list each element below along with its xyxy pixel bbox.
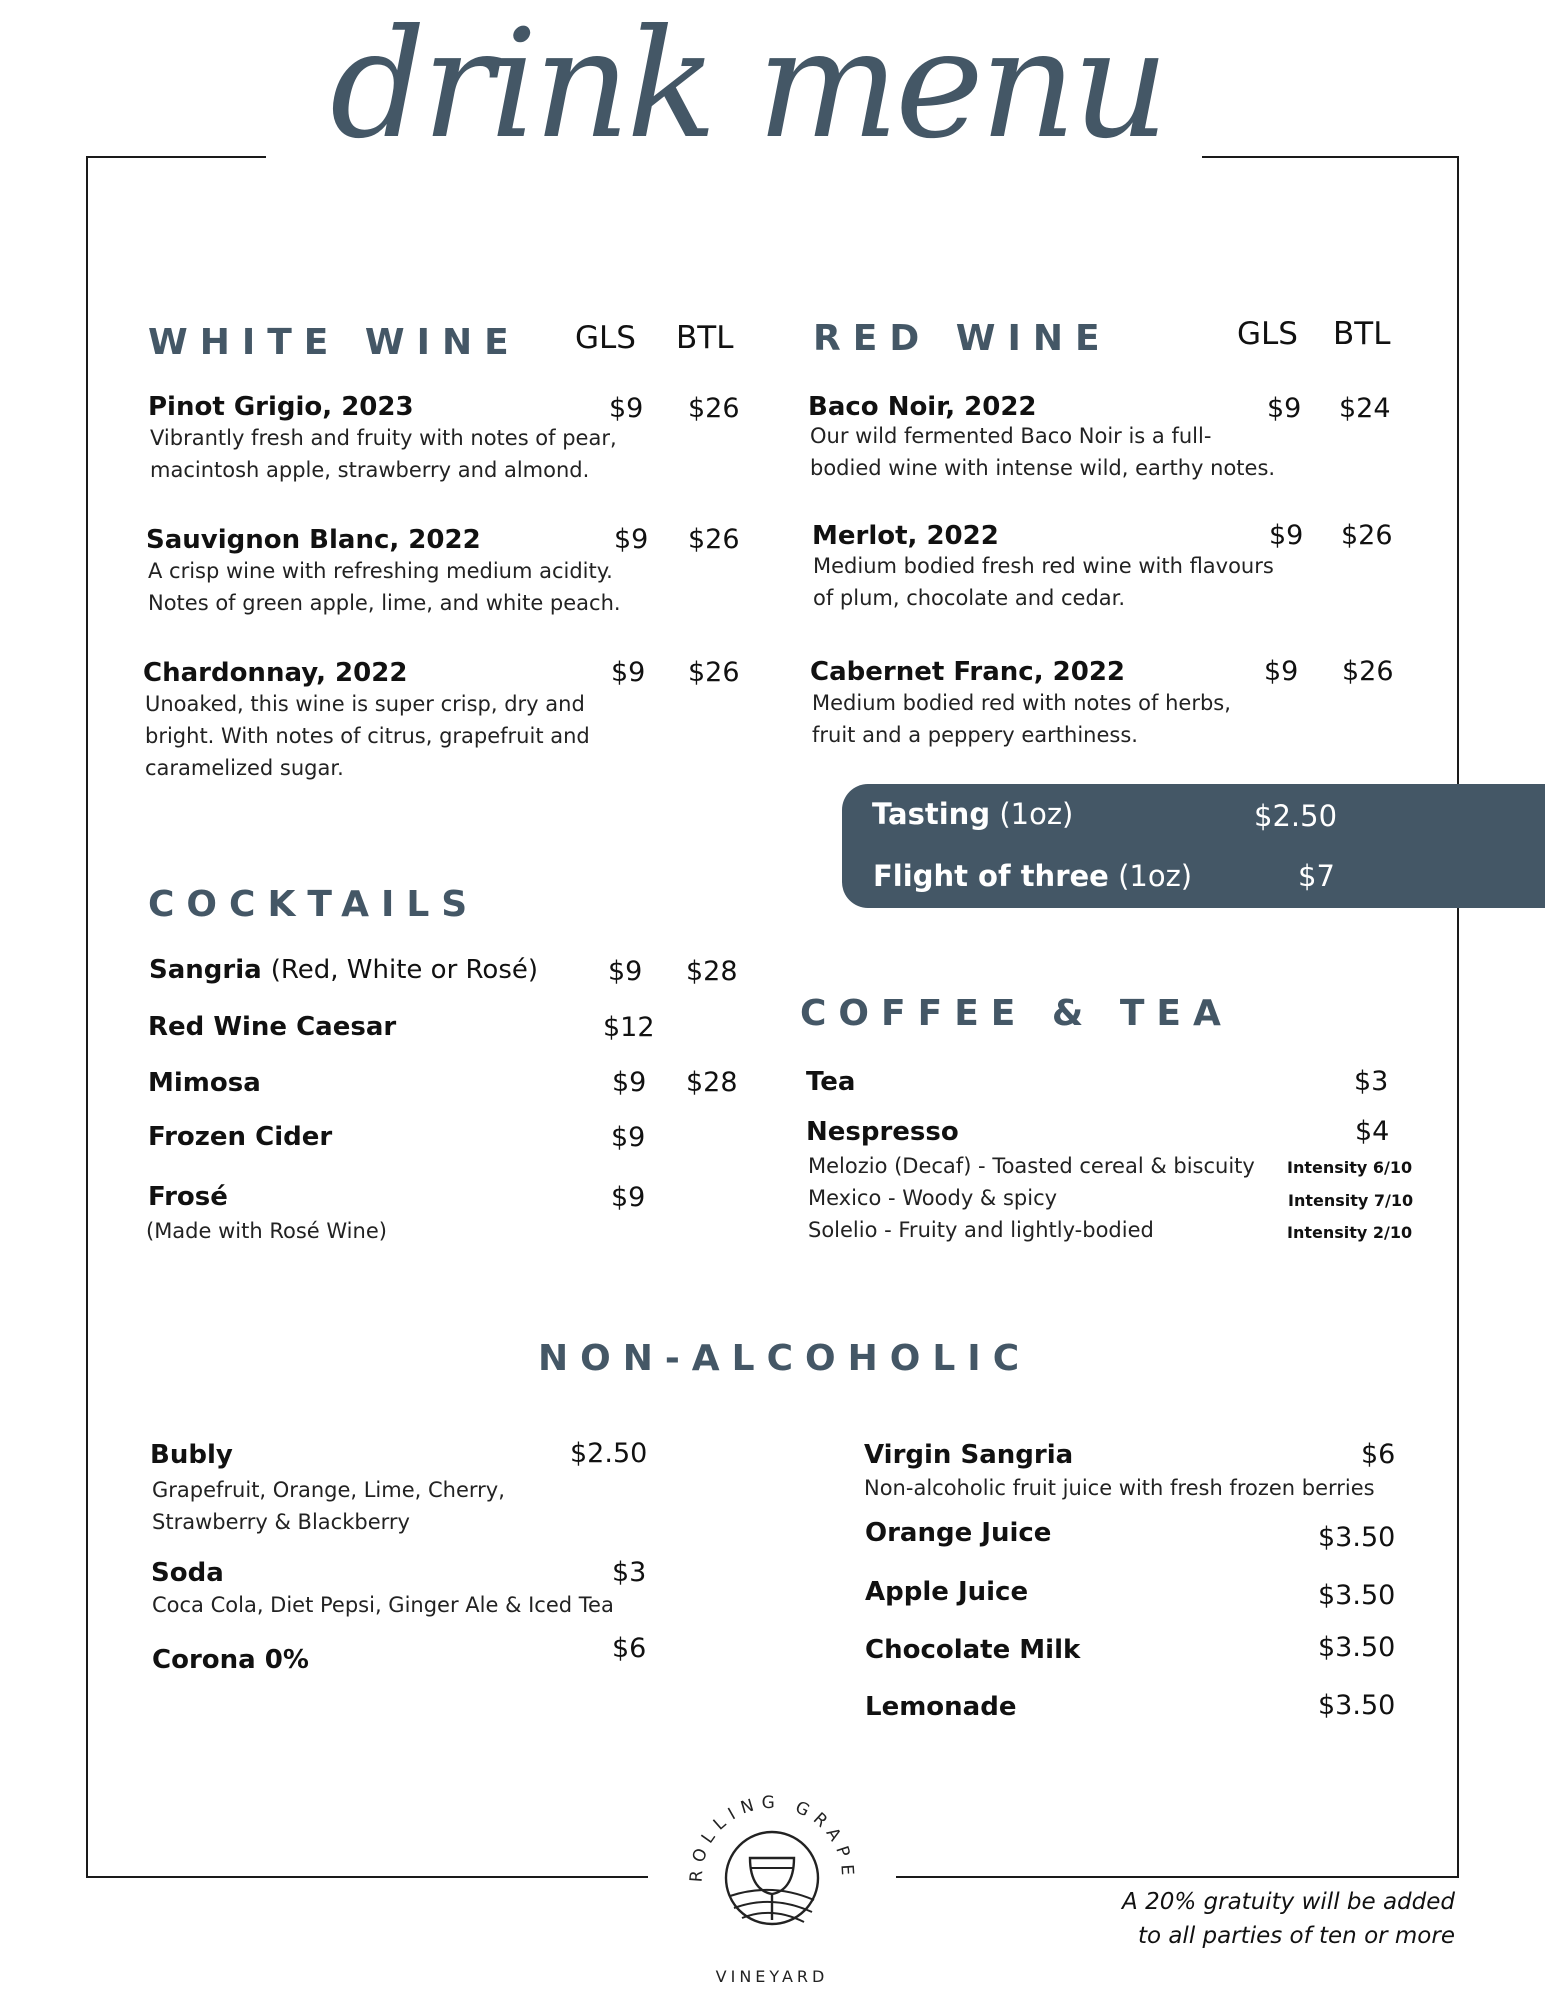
non-alcoholic-heading: NON-ALCOHOLIC xyxy=(538,1338,1032,1379)
gratuity-line-1: A 20% gratuity will be added xyxy=(1122,1889,1455,1915)
red-wine-item-desc: of plum, chocolate and cedar. xyxy=(813,586,1126,610)
white-wine-item-gls: $9 xyxy=(609,393,644,424)
red-wine-item-name: Baco Noir, 2022 xyxy=(808,392,1037,422)
red-wine-item-btl: $24 xyxy=(1339,393,1391,424)
flight-row xyxy=(873,859,1192,893)
cocktail-name: Sangria xyxy=(149,955,262,985)
white-wine-item-desc: caramelized sugar. xyxy=(145,756,344,780)
tasting-label: Tasting xyxy=(872,797,991,831)
logo-top-text: ROLLING GRAPE xyxy=(686,1792,858,1883)
cocktail-item-gls: $9 xyxy=(608,956,643,987)
white-wine-item-gls: $9 xyxy=(611,657,646,688)
coffee-item-price: $4 xyxy=(1355,1116,1390,1147)
tasting-row xyxy=(872,797,1073,831)
na-item-name: Orange Juice xyxy=(865,1518,1052,1548)
cocktail-item-gls: $9 xyxy=(611,1182,646,1213)
red-wine-item-name: Merlot, 2022 xyxy=(812,521,999,551)
na-item-price: $6 xyxy=(612,1633,647,1664)
na-item-desc: Non-alcoholic fruit juice with fresh frozen berries xyxy=(864,1476,1375,1500)
cocktail-item-btl: $28 xyxy=(686,956,738,987)
cocktails-heading: COCKTAILS xyxy=(148,884,480,925)
cocktail-item-name: Red Wine Caesar xyxy=(148,1012,397,1042)
cocktail-item-name xyxy=(149,955,538,985)
frame-top-right xyxy=(1202,156,1459,158)
white-wine-item-desc: bright. With notes of citrus, grapefruit and xyxy=(145,724,590,748)
flight-size: (1oz) xyxy=(1118,859,1193,893)
cocktail-item-name: Frosé xyxy=(148,1182,228,1212)
na-item-price: $3 xyxy=(612,1557,647,1588)
white-wine-item-btl: $26 xyxy=(688,393,740,424)
frame-top-left xyxy=(86,156,266,158)
nespresso-option-intensity: Intensity 2/10 xyxy=(1287,1223,1413,1242)
white-wine-item-btl: $26 xyxy=(688,524,740,555)
na-item-price: $3.50 xyxy=(1318,1690,1396,1721)
nespresso-option-intensity: Intensity 7/10 xyxy=(1288,1191,1414,1210)
cocktail-item-gls: $9 xyxy=(612,1067,647,1098)
white-wine-item-gls: $9 xyxy=(614,524,649,555)
white-wine-item-name: Sauvignon Blanc, 2022 xyxy=(146,525,481,555)
red-wine-gls-header: GLS xyxy=(1237,316,1298,352)
tasting-size: (1oz) xyxy=(999,797,1074,831)
na-item-name: Soda xyxy=(151,1558,224,1588)
cocktail-item-desc: (Made with Rosé Wine) xyxy=(146,1219,387,1243)
vineyard-logo xyxy=(680,1770,865,1990)
na-item-name: Lemonade xyxy=(865,1692,1017,1722)
cocktail-note: (Red, White or Rosé) xyxy=(270,955,539,985)
white-wine-item-name: Pinot Grigio, 2023 xyxy=(148,392,414,422)
red-wine-item-gls: $9 xyxy=(1264,656,1299,687)
na-item-name: Corona 0% xyxy=(152,1645,309,1675)
gratuity-note xyxy=(1122,1885,1455,1953)
na-item-price: $2.50 xyxy=(570,1438,648,1469)
white-wine-item-name: Chardonnay, 2022 xyxy=(143,658,408,688)
coffee-item-name: Tea xyxy=(806,1067,856,1097)
na-item-price: $6 xyxy=(1361,1439,1396,1470)
cocktail-item-name: Frozen Cider xyxy=(148,1122,333,1152)
red-wine-btl-header: BTL xyxy=(1333,316,1391,352)
red-wine-item-name: Cabernet Franc, 2022 xyxy=(810,657,1125,687)
white-wine-item-desc: macintosh apple, strawberry and almond. xyxy=(150,458,590,482)
na-item-desc: Grapefruit, Orange, Lime, Cherry, xyxy=(152,1478,505,1502)
red-wine-item-gls: $9 xyxy=(1269,520,1304,551)
cocktail-item-gls: $12 xyxy=(603,1012,655,1043)
white-wine-btl-header: BTL xyxy=(676,320,734,356)
red-wine-item-desc: Medium bodied fresh red wine with flavours xyxy=(813,554,1274,578)
na-item-name: Apple Juice xyxy=(865,1577,1029,1607)
na-item-name: Bubly xyxy=(150,1440,233,1470)
white-wine-item-desc: Vibrantly fresh and fruity with notes of pear, xyxy=(150,426,617,450)
white-wine-item-desc: A crisp wine with refreshing medium acidity. xyxy=(148,559,613,583)
red-wine-item-gls: $9 xyxy=(1267,393,1302,424)
frame-right-lower xyxy=(1457,906,1459,1878)
red-wine-heading: RED WINE xyxy=(813,318,1112,359)
red-wine-item-desc: bodied wine with intense wild, earthy notes. xyxy=(810,456,1276,480)
nespresso-option-desc: Melozio (Decaf) - Toasted cereal & biscuity xyxy=(808,1154,1255,1178)
na-item-name: Virgin Sangria xyxy=(864,1440,1074,1470)
coffee-item-name: Nespresso xyxy=(806,1117,959,1147)
frame-bottom-left xyxy=(86,1876,648,1878)
na-item-name: Chocolate Milk xyxy=(865,1635,1081,1665)
frame-bottom-right xyxy=(896,1876,1459,1878)
red-wine-item-btl: $26 xyxy=(1342,656,1394,687)
flight-label: Flight of three xyxy=(873,859,1109,893)
na-item-desc: Coca Cola, Diet Pepsi, Ginger Ale & Iced Tea xyxy=(152,1593,614,1617)
cocktail-item-gls: $9 xyxy=(611,1122,646,1153)
cocktail-item-btl: $28 xyxy=(686,1067,738,1098)
coffee-item-price: $3 xyxy=(1354,1066,1389,1097)
nespresso-option-desc: Solelio - Fruity and lightly-bodied xyxy=(808,1218,1154,1242)
red-wine-item-btl: $26 xyxy=(1341,520,1393,551)
cocktail-item-name: Mimosa xyxy=(148,1068,261,1098)
coffee-tea-heading: COFFEE & TEA xyxy=(800,993,1233,1034)
white-wine-item-desc: Notes of green apple, lime, and white peach. xyxy=(148,591,621,615)
na-item-price: $3.50 xyxy=(1318,1632,1396,1663)
white-wine-item-btl: $26 xyxy=(688,657,740,688)
white-wine-heading: WHITE WINE xyxy=(148,322,521,363)
red-wine-item-desc: Our wild fermented Baco Noir is a full- xyxy=(810,424,1212,448)
logo-bottom-text: VINEYARD xyxy=(715,1967,829,1986)
nespresso-option-intensity: Intensity 6/10 xyxy=(1287,1158,1413,1177)
flight-price: $7 xyxy=(1298,859,1335,893)
frame-right xyxy=(1457,156,1459,786)
nespresso-option-desc: Mexico - Woody & spicy xyxy=(808,1186,1058,1210)
na-item-desc: Strawberry & Blackberry xyxy=(152,1510,410,1534)
white-wine-gls-header: GLS xyxy=(575,320,636,356)
tasting-price: $2.50 xyxy=(1254,799,1338,833)
na-item-price: $3.50 xyxy=(1318,1580,1396,1611)
gratuity-line-2: to all parties of ten or more xyxy=(1137,1923,1455,1949)
white-wine-item-desc: Unoaked, this wine is super crisp, dry and xyxy=(145,692,585,716)
red-wine-item-desc: fruit and a peppery earthiness. xyxy=(812,723,1138,747)
red-wine-item-desc: Medium bodied red with notes of herbs, xyxy=(812,691,1231,715)
page-title: drink menu xyxy=(330,0,1166,172)
wine-glass-icon xyxy=(680,1770,865,1990)
na-item-price: $3.50 xyxy=(1318,1522,1396,1553)
frame-left xyxy=(86,156,88,1878)
